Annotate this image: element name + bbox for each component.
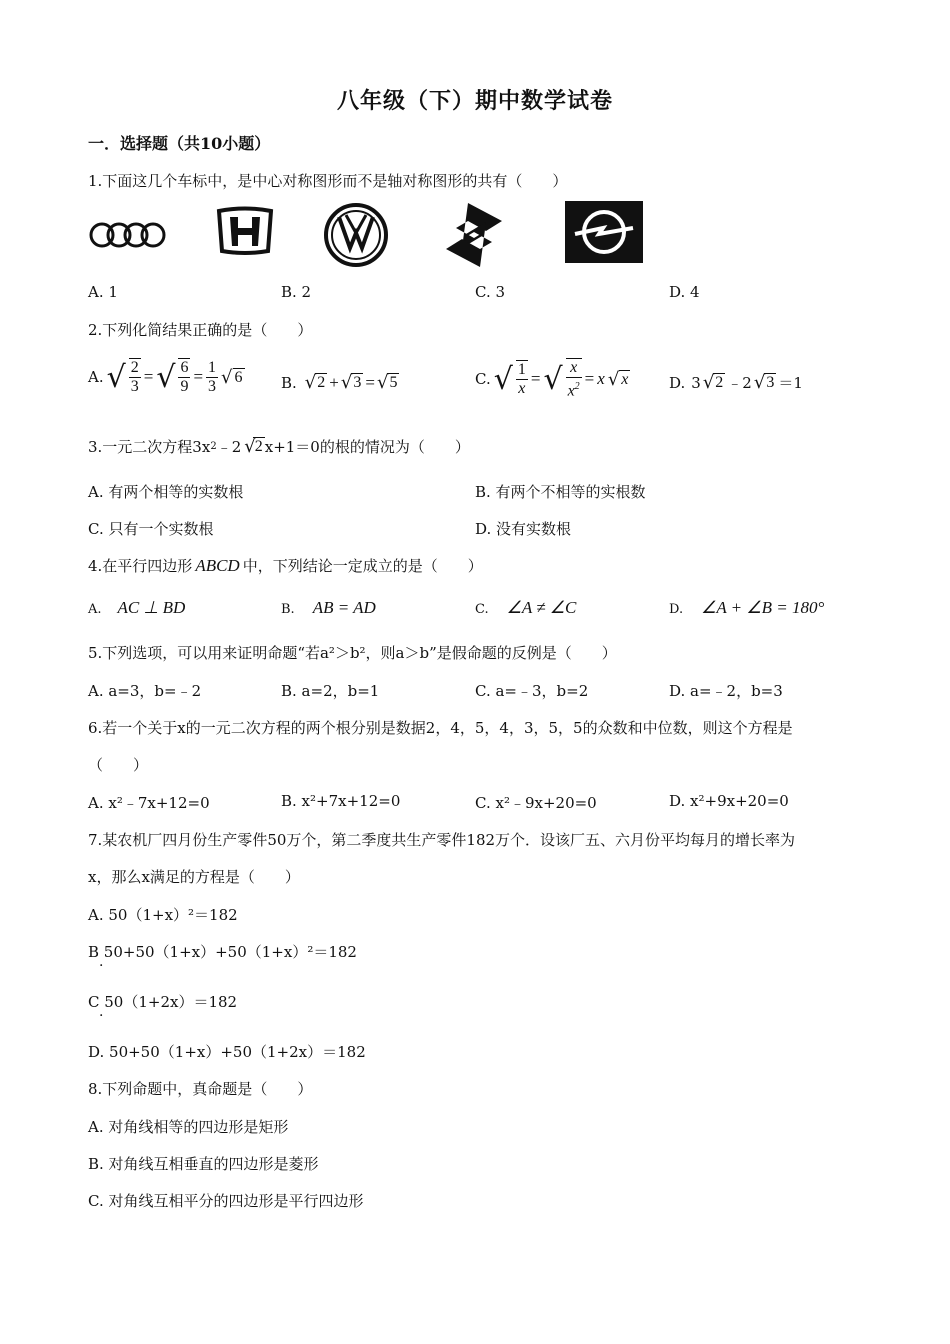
radicand: 2: [317, 374, 326, 391]
q4-option-b: [281, 598, 376, 618]
sqrt-sign: √: [304, 372, 317, 393]
fraction: $\frac{x}{x^2}$: [567, 359, 580, 400]
q3-stem-part: 3.一元二次方程3x: [88, 438, 211, 456]
question-2-stem: 2.下列化简结果正确的是（ ）: [88, 321, 313, 339]
question-3-stem: [88, 436, 470, 457]
fraction: $\frac{1}{x}$: [517, 361, 526, 398]
q4-d-expr: ∠A + ∠B = 180°: [701, 598, 825, 617]
sqrt-sign: √: [244, 436, 256, 457]
equals: =: [193, 367, 204, 386]
equals: =: [143, 367, 154, 386]
q4-d-label: D.: [669, 602, 684, 617]
q7-option-d: D. 50+50（1+x）+50（1+2x）＝182: [88, 1043, 366, 1061]
q5-option-a: A. a=3，b=﹣2: [88, 682, 202, 700]
q7-option-a: A. 50（1+x）²＝182: [88, 906, 238, 924]
q5-option-c: C. a=﹣3，b=2: [475, 682, 589, 700]
q4-c-label: C.: [475, 602, 489, 617]
q4-a-expr: AC ⊥ BD: [117, 598, 186, 617]
sqrt-sign: √: [156, 359, 176, 395]
sqrt-sign: √: [376, 372, 389, 393]
radicand: 2: [254, 438, 263, 455]
q7-option-c: C 50（1+2x）＝182: [88, 993, 238, 1011]
coefficient: 3: [691, 373, 701, 392]
q4-b-label: B.: [281, 602, 295, 617]
equals-one: ＝1: [778, 374, 803, 392]
question-7-stem-line2: x，那么x满足的方程是（ ）: [88, 868, 300, 886]
q2-a-label: A.: [88, 368, 104, 386]
equals: =: [530, 369, 541, 389]
q1-option-d: D. 4: [669, 283, 700, 301]
question-6-stem-line1: 6.若一个关于x的一元二次方程的两个根分别是数据2，4，5，4，3，5，5的众数和中位数，则这个方程是: [88, 719, 793, 737]
q7-option-b: B 50+50（1+x）+50（1+x）²＝182: [88, 943, 357, 961]
q6-option-d: D. x²+9x+20=0: [669, 792, 789, 810]
q7-option-c-dot: ·: [99, 1008, 104, 1024]
q7-option-b-dot: ·: [99, 958, 104, 974]
q1-option-c: C. 3: [475, 283, 506, 301]
audi-logo: [88, 215, 170, 255]
page-title: 八年级（下）期中数学试卷: [336, 88, 613, 114]
q2-option-d: [669, 372, 803, 393]
q2-option-a: [88, 358, 245, 396]
sqrt-sign: √: [106, 359, 126, 395]
q3-option-d: D. 没有实数根: [475, 520, 572, 538]
volkswagen-logo: [323, 202, 389, 268]
question-5-stem: 5.下列选项，可以用来证明命题“若a²＞b²，则a＞b”是假命题的反例是（ ）: [88, 644, 617, 662]
q5-option-b: B. a=2，b=1: [281, 682, 380, 700]
q3-option-c: C. 只有一个实数根: [88, 520, 214, 538]
q2-option-b: [281, 372, 399, 393]
sqrt-sign: √: [607, 368, 620, 390]
q5-option-d: D. a=﹣2，b=3: [669, 682, 783, 700]
q1-option-a: A. 1: [88, 283, 118, 301]
opel-logo: [565, 201, 643, 263]
q8-option-a: A. 对角线相等的四边形是矩形: [88, 1118, 289, 1136]
q4-option-a: [88, 598, 185, 618]
q8-option-b: B. 对角线互相垂直的四边形是菱形: [88, 1155, 319, 1173]
question-1-stem: 1.下面这几个车标中，是中心对称图形而不是轴对称图形的共有（ ）: [88, 172, 568, 190]
equals: =: [584, 369, 595, 389]
q8-option-c: C. 对角线互相平分的四边形是平行四边形: [88, 1192, 364, 1210]
question-4-stem: [88, 555, 483, 576]
variable: x: [597, 369, 605, 389]
fraction: $\frac{2}{3}$: [130, 359, 139, 395]
q2-c-label: C.: [475, 370, 491, 389]
q1-option-b: B. 2: [281, 283, 312, 301]
equals: =: [365, 372, 375, 392]
sqrt-sign: √: [221, 366, 233, 388]
q4-c-expr: ∠A ≠ ∠C: [506, 598, 577, 617]
q4-b-expr: AB = AD: [312, 598, 376, 617]
radicand: 3: [353, 374, 362, 391]
q4-option-d: [669, 598, 824, 618]
q2-d-label: D.: [669, 373, 686, 392]
sqrt-sign: √: [753, 372, 766, 393]
sqrt-sign: √: [340, 372, 353, 393]
shape-name: ABCD: [195, 556, 240, 575]
question-7-stem-line1: 7.某农机厂四月份生产零件50万个，第二季度共生产零件182万个．设该厂五、六月份平均每月的增长率为: [88, 831, 796, 849]
q3-option-a: A. 有两个相等的实数根: [88, 483, 244, 501]
sqrt-sign: √: [543, 361, 563, 397]
radicand: 2: [715, 374, 724, 391]
q2-b-label: B.: [281, 373, 297, 392]
sqrt-sign: √: [702, 372, 715, 393]
honda-logo: [213, 206, 277, 256]
q6-option-a: A. x²﹣7x+12=0: [88, 794, 210, 812]
plus: +: [329, 372, 339, 392]
radicand: x: [621, 370, 629, 388]
q3-stem-part: x+1＝0的根的情况为（ ）: [264, 438, 470, 456]
question-6-stem-line2: （ ）: [88, 756, 149, 774]
q3-option-b: B. 有两个不相等的实根数: [475, 483, 646, 501]
suzuki-logo: [442, 201, 506, 269]
q6-option-c: C. x²﹣9x+20=0: [475, 794, 597, 812]
q4-stem-part: 中，下列结论一定成立的是（ ）: [242, 557, 483, 575]
radicand: 5: [389, 374, 398, 391]
radicand: 6: [234, 368, 243, 386]
sqrt-sign: √: [493, 361, 513, 397]
superscript: 2: [210, 441, 217, 452]
q2-option-c: [475, 358, 630, 400]
section-heading: 一．选择题（共10小题）: [88, 134, 271, 153]
fraction: $\frac{6}{9}$: [180, 359, 189, 395]
minus-two: ﹣2: [727, 374, 752, 392]
q4-stem-part: 4.在平行四边形: [88, 557, 193, 575]
radicand: 3: [766, 374, 775, 391]
q6-option-b: B. x²+7x+12=0: [281, 792, 401, 810]
q4-option-c: [475, 598, 576, 618]
q3-stem-part: ﹣2: [216, 438, 242, 456]
q4-a-label: A.: [88, 602, 102, 617]
question-8-stem: 8.下列命题中，真命题是（ ）: [88, 1080, 313, 1098]
fraction: $\frac{1}{3}$: [208, 358, 217, 395]
